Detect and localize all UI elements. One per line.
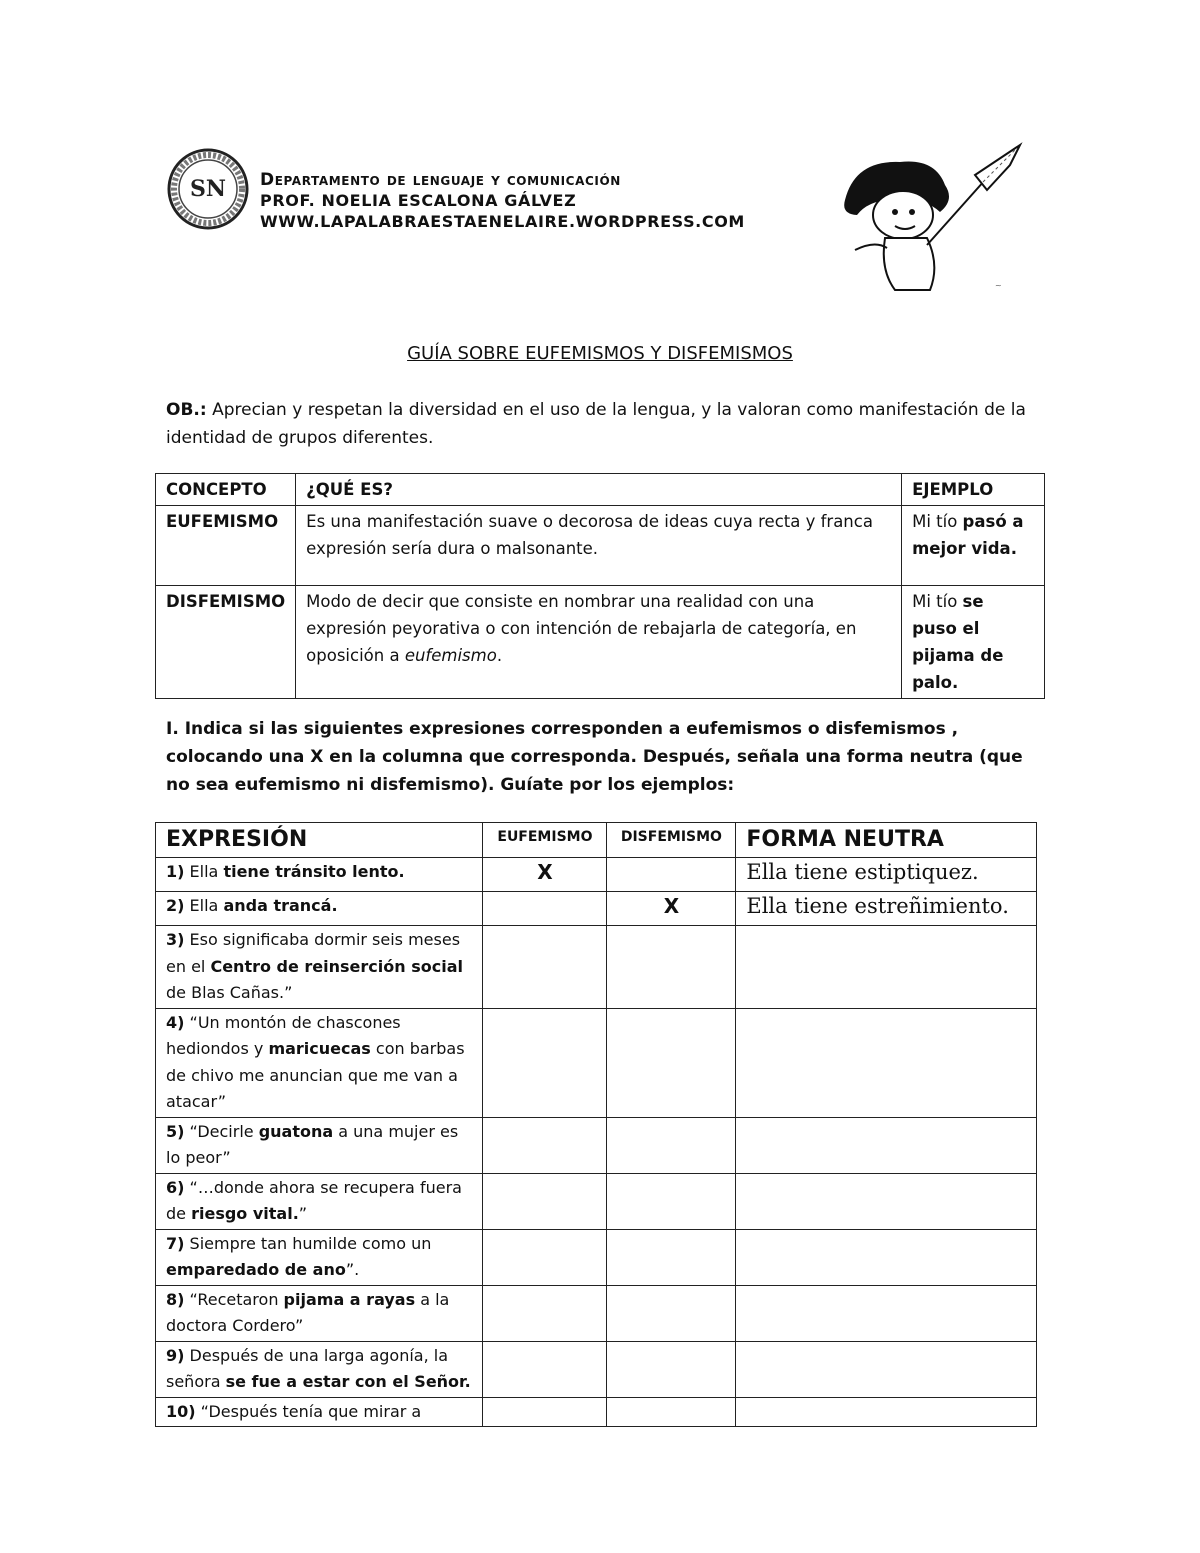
expression-cell xyxy=(156,892,483,926)
disfemismo-answer-cell[interactable] xyxy=(607,858,736,892)
example-bold: pasó a mejor vida. xyxy=(912,512,1024,558)
table-row xyxy=(156,1008,1037,1117)
item-number: 9) xyxy=(166,1345,185,1365)
eufemismo-answer-cell[interactable] xyxy=(483,1285,607,1341)
expression-highlight: maricuecas xyxy=(268,1039,371,1058)
expression-highlight: emparedado de ano xyxy=(166,1260,346,1279)
table-row xyxy=(156,1285,1037,1341)
expression-highlight: pijama a rayas xyxy=(283,1289,416,1309)
expression-highlight: guatona xyxy=(258,1121,334,1141)
expression-highlight: Centro de reinserción social xyxy=(210,956,463,976)
expression-cell xyxy=(156,926,483,1009)
definition-part-b: . xyxy=(496,646,503,665)
eufemismo-answer-cell[interactable] xyxy=(483,1173,607,1229)
objective xyxy=(166,396,1046,452)
expression-header: EXPRESIÓN xyxy=(156,823,483,858)
expression-text: “…donde ahora se recupera fuera de xyxy=(166,1177,462,1223)
disfemismo-answer-cell[interactable] xyxy=(607,1008,736,1117)
expression-text-end: con barbas de chivo me anuncian que me van a atacar” xyxy=(166,1039,465,1111)
eufemismo-answer-cell[interactable] xyxy=(483,1229,607,1285)
concept-name: DISFEMISMO xyxy=(156,586,296,699)
concept-example xyxy=(902,586,1045,699)
expression-text: Siempre tan humilde como un xyxy=(184,1233,432,1253)
expression-cell xyxy=(156,1229,483,1285)
eufemismo-answer-cell[interactable] xyxy=(483,1397,607,1427)
concept-definition xyxy=(296,586,902,699)
expression-cell xyxy=(156,858,483,892)
example-plain: Mi tío xyxy=(912,512,963,531)
disfemismo-answer-cell[interactable] xyxy=(607,1173,736,1229)
expression-text: “Recetaron xyxy=(184,1289,284,1309)
eufemismo-answer-cell[interactable]: X xyxy=(483,858,607,892)
expression-text-end: de Blas Cañas.” xyxy=(166,983,293,1002)
expression-text: Ella xyxy=(184,862,224,881)
concept-row-eufemismo xyxy=(156,506,1045,586)
website: WWW.LAPALABRAESTAENELAIRE.WORDPRESS.COM xyxy=(260,212,745,231)
expression-cell xyxy=(156,1008,483,1117)
expression-highlight: tiene tránsito lento. xyxy=(223,862,405,881)
definition-header: ¿QUÉ ES? xyxy=(296,474,902,506)
instructions: I. Indica si las siguientes expresiones corresponden a eufemismos o disfemismos , colocando una X en la columna que corresponda. Después, señala una forma neutra (que no sea eufemismo ni disfemismo). Guíate por los ejemplos: xyxy=(166,719,1023,795)
item-number: 1) xyxy=(166,862,185,881)
exercise-table xyxy=(155,822,1037,1427)
table-row xyxy=(156,1173,1037,1229)
disfemismo-answer-cell[interactable]: X xyxy=(607,892,736,926)
item-number: 7) xyxy=(166,1233,185,1253)
neutral-form-cell[interactable] xyxy=(736,1397,1037,1427)
expression-cell xyxy=(156,1117,483,1173)
disfemismo-answer-cell[interactable] xyxy=(607,1117,736,1173)
teacher-name: PROF. NOELIA ESCALONA GÁLVEZ xyxy=(260,191,577,210)
table-row xyxy=(156,926,1037,1009)
eufemismo-answer-cell[interactable] xyxy=(483,926,607,1009)
neutral-form-cell[interactable]: Ella tiene estreñimiento. xyxy=(736,892,1037,926)
logo-monogram: SN xyxy=(190,176,226,202)
expression-highlight: riesgo vital. xyxy=(191,1204,299,1223)
item-number: 2) xyxy=(166,896,185,915)
expression-text-end: ”. xyxy=(345,1260,360,1279)
example-plain: Mi tío xyxy=(912,592,963,611)
disfemismo-answer-cell[interactable] xyxy=(607,1341,736,1397)
expression-text-end: ” xyxy=(298,1204,308,1223)
disfemismo-answer-cell[interactable] xyxy=(607,1229,736,1285)
expression-text: “Después tenía que mirar a xyxy=(195,1401,422,1421)
school-logo xyxy=(167,148,249,230)
eufemismo-answer-cell[interactable] xyxy=(483,892,607,926)
concept-header: CONCEPTO xyxy=(156,474,296,506)
expression-text: Eso significaba dormir seis meses en el xyxy=(166,930,461,976)
expression-text-end: a la doctora Cordero” xyxy=(166,1289,450,1335)
expression-text: “Un montón de chascones hediondos y xyxy=(166,1012,401,1058)
concept-name: EUFEMISMO xyxy=(156,506,296,586)
eufemismo-header: EUFEMISMO xyxy=(483,823,607,858)
expression-cell xyxy=(156,1341,483,1397)
expression-text: Después de una larga agonía, la señora xyxy=(166,1345,449,1391)
cartoon-illustration xyxy=(815,140,1030,300)
expression-cell xyxy=(156,1173,483,1229)
eufemismo-answer-cell[interactable] xyxy=(483,1008,607,1117)
neutral-form-cell[interactable] xyxy=(736,1008,1037,1117)
disfemismo-answer-cell[interactable] xyxy=(607,1397,736,1427)
objective-text: Aprecian y respetan la diversidad en el uso de la lengua, y la valoran como manifestación de la identidad de grupos diferentes. xyxy=(166,400,1026,448)
item-number: 5) xyxy=(166,1121,185,1141)
example-header: EJEMPLO xyxy=(902,474,1045,506)
expression-text-end: a una mujer es lo peor” xyxy=(166,1121,459,1167)
table-row xyxy=(156,1117,1037,1173)
item-number: 4) xyxy=(166,1012,185,1032)
table-row xyxy=(156,892,1037,926)
neutral-form-cell[interactable] xyxy=(736,1117,1037,1173)
expression-cell xyxy=(156,1397,483,1427)
item-number: 6) xyxy=(166,1177,185,1197)
disfemismo-answer-cell[interactable] xyxy=(607,1285,736,1341)
eufemismo-answer-cell[interactable] xyxy=(483,1341,607,1397)
expression-highlight: anda trancá. xyxy=(223,896,338,915)
item-number: 3) xyxy=(166,930,185,949)
concept-example xyxy=(902,506,1045,586)
disfemismo-answer-cell[interactable] xyxy=(607,926,736,1009)
neutral-form-cell[interactable] xyxy=(736,926,1037,1009)
table-row xyxy=(156,858,1037,892)
neutral-form-cell[interactable] xyxy=(736,1341,1037,1397)
neutral-form-cell[interactable] xyxy=(736,1285,1037,1341)
exercise-table-header xyxy=(156,823,1037,858)
concept-definition: Es una manifestación suave o decorosa de ideas cuya recta y franca expresión sería dura o malsonante. xyxy=(296,506,902,586)
neutral-form-header: FORMA NEUTRA xyxy=(736,823,1037,858)
neutral-form-cell[interactable] xyxy=(736,1173,1037,1229)
table-row xyxy=(156,1397,1037,1427)
expression-highlight: se fue a estar con el Señor. xyxy=(225,1372,471,1391)
objective-label: OB.: xyxy=(166,400,207,420)
item-number: 10) xyxy=(166,1401,196,1421)
item-number: 8) xyxy=(166,1289,185,1309)
example-bold: se puso el pijama de palo. xyxy=(912,592,1004,692)
eufemismo-answer-cell[interactable] xyxy=(483,1117,607,1173)
svg-text:~: ~ xyxy=(995,281,1002,290)
concept-row-disfemismo xyxy=(156,586,1045,699)
definition-italic: eufemismo xyxy=(404,646,497,665)
neutral-form-cell[interactable] xyxy=(736,1229,1037,1285)
table-row xyxy=(156,1341,1037,1397)
page-title: GUÍA SOBRE EUFEMISMOS Y DISFEMISMOS xyxy=(407,343,793,364)
expression-cell xyxy=(156,1285,483,1341)
neutral-form-cell[interactable]: Ella tiene estiptiquez. xyxy=(736,858,1037,892)
table-row xyxy=(156,1229,1037,1285)
concept-table-header xyxy=(156,474,1045,506)
disfemismo-header: DISFEMISMO xyxy=(607,823,736,858)
expression-text: “Decirle xyxy=(184,1121,259,1141)
definition-part-a: Modo de decir que consiste en nombrar una realidad con una expresión peyorativa o con intención de rebajarla de categoría, en oposición a xyxy=(306,592,857,665)
department-name: Departamento de lenguaje y comunicación xyxy=(260,170,621,190)
concept-table xyxy=(155,473,1045,699)
expression-text: Ella xyxy=(184,896,224,915)
